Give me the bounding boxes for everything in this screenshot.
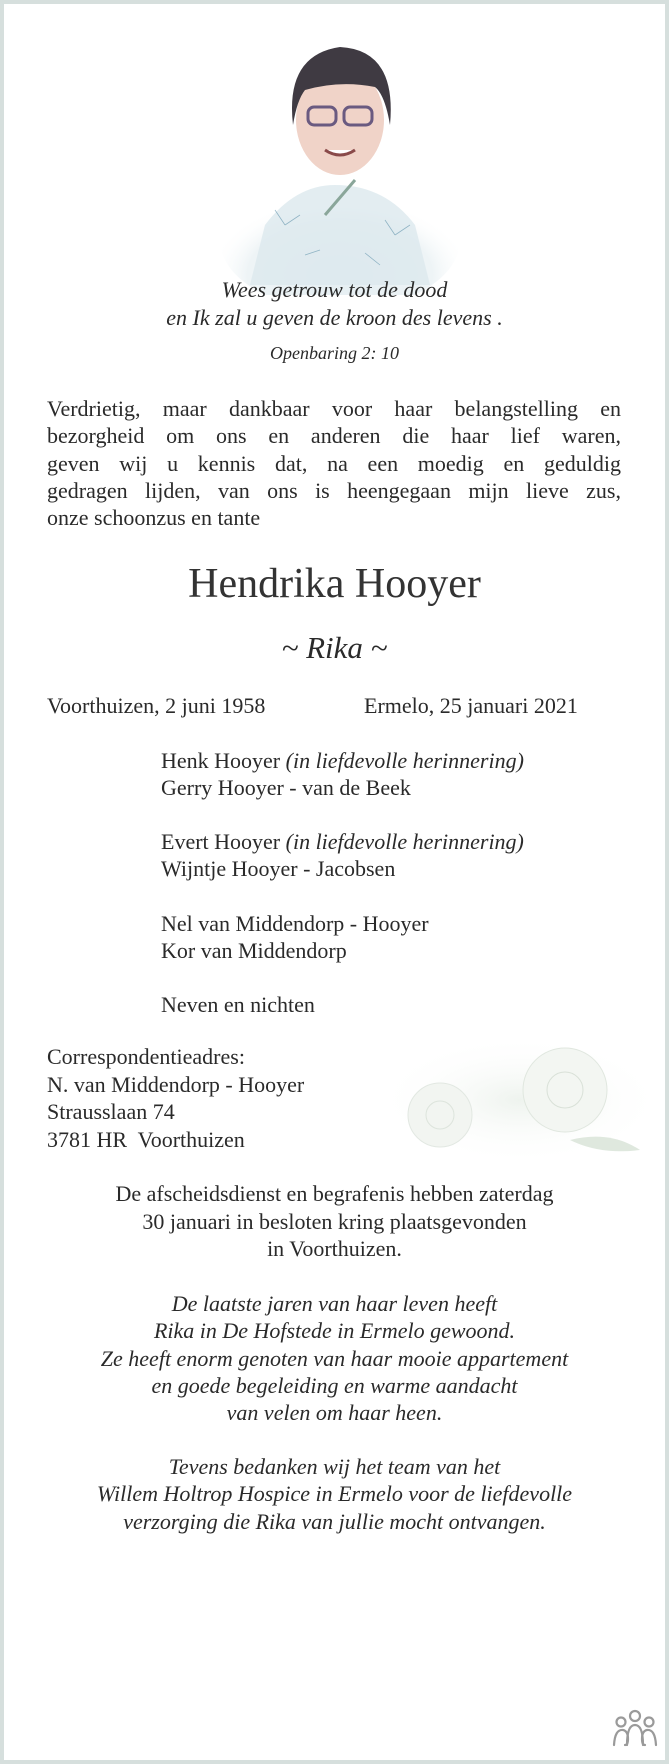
community-people-icon[interactable]: [612, 1709, 658, 1749]
correspondence-label: Correspondentieadres:: [47, 1044, 245, 1069]
service-line: De afscheidsdienst en begrafenis hebben zaterdag: [115, 1181, 554, 1206]
thanks-line: verzorging die Rika van jullie mocht ontvangen.: [123, 1509, 546, 1534]
thanks-line: Tevens bedanken wij het team van het: [168, 1454, 501, 1479]
family-member: Gerry Hooyer - van de Beek: [161, 775, 411, 800]
deceased-name: Hendrika Hooyer: [188, 561, 481, 607]
quote-line-2: en Ik zal u geven de kroon des levens .: [166, 305, 503, 330]
correspondence-street: Strausslaan 74: [47, 1099, 175, 1124]
closing-line: van velen om haar heen.: [226, 1400, 443, 1425]
closing-line: en goede begeleiding en warme aandacht: [151, 1373, 518, 1398]
intro-line: bezorgheid om ons en anderen die haar lief waren,: [47, 423, 621, 449]
family-member: Kor van Middendorp: [161, 938, 347, 963]
family-member: Henk Hooyer (in liefdevolle herinnering): [161, 748, 524, 773]
quote-line-1: Wees getrouw tot de dood: [221, 277, 448, 302]
service-line: in Voorthuizen.: [267, 1236, 402, 1261]
family-member: Nel van Middendorp - Hooyer: [161, 911, 429, 936]
service-line: 30 januari in besloten kring plaatsgevonden: [142, 1209, 527, 1234]
roses-image: [370, 1030, 660, 1165]
family-member: Wijntje Hooyer - Jacobsen: [161, 856, 396, 881]
intro-line: geven wij u kennis dat, na een moedig en geduldig: [47, 450, 621, 476]
deceased-nickname: ~ Rika ~: [281, 630, 388, 665]
thanks-line: Willem Holtrop Hospice in Ermelo voor de liefdevolle: [96, 1481, 573, 1506]
closing-line: De laatste jaren van haar leven heeft: [171, 1291, 498, 1316]
closing-line: Rika in De Hofstede in Ermelo gewoond.: [153, 1318, 516, 1343]
portrait-photo: [205, 25, 475, 295]
intro-line: onze schoonzus en tante: [47, 505, 261, 531]
family-member: Neven en nichten: [161, 992, 315, 1017]
quote-reference: Openbaring 2: 10: [270, 343, 399, 363]
intro-line: gedragen lijden, van ons is heengegaan mijn lieve zus,: [47, 477, 621, 503]
birth-info: Voorthuizen, 2 juni 1958: [47, 693, 266, 718]
correspondence-name: N. van Middendorp - Hooyer: [47, 1072, 305, 1097]
intro-line: Verdrietig, maar dankbaar voor haar belangstelling en: [47, 396, 621, 421]
intro-paragraph: [47, 395, 621, 531]
correspondence-city: 3781 HR Voorthuizen: [47, 1127, 245, 1152]
closing-line: Ze heeft enorm genoten van haar mooie appartement: [100, 1346, 569, 1371]
family-member: Evert Hooyer (in liefdevolle herinnering): [161, 829, 524, 854]
death-info: Ermelo, 25 januari 2021: [364, 693, 578, 718]
